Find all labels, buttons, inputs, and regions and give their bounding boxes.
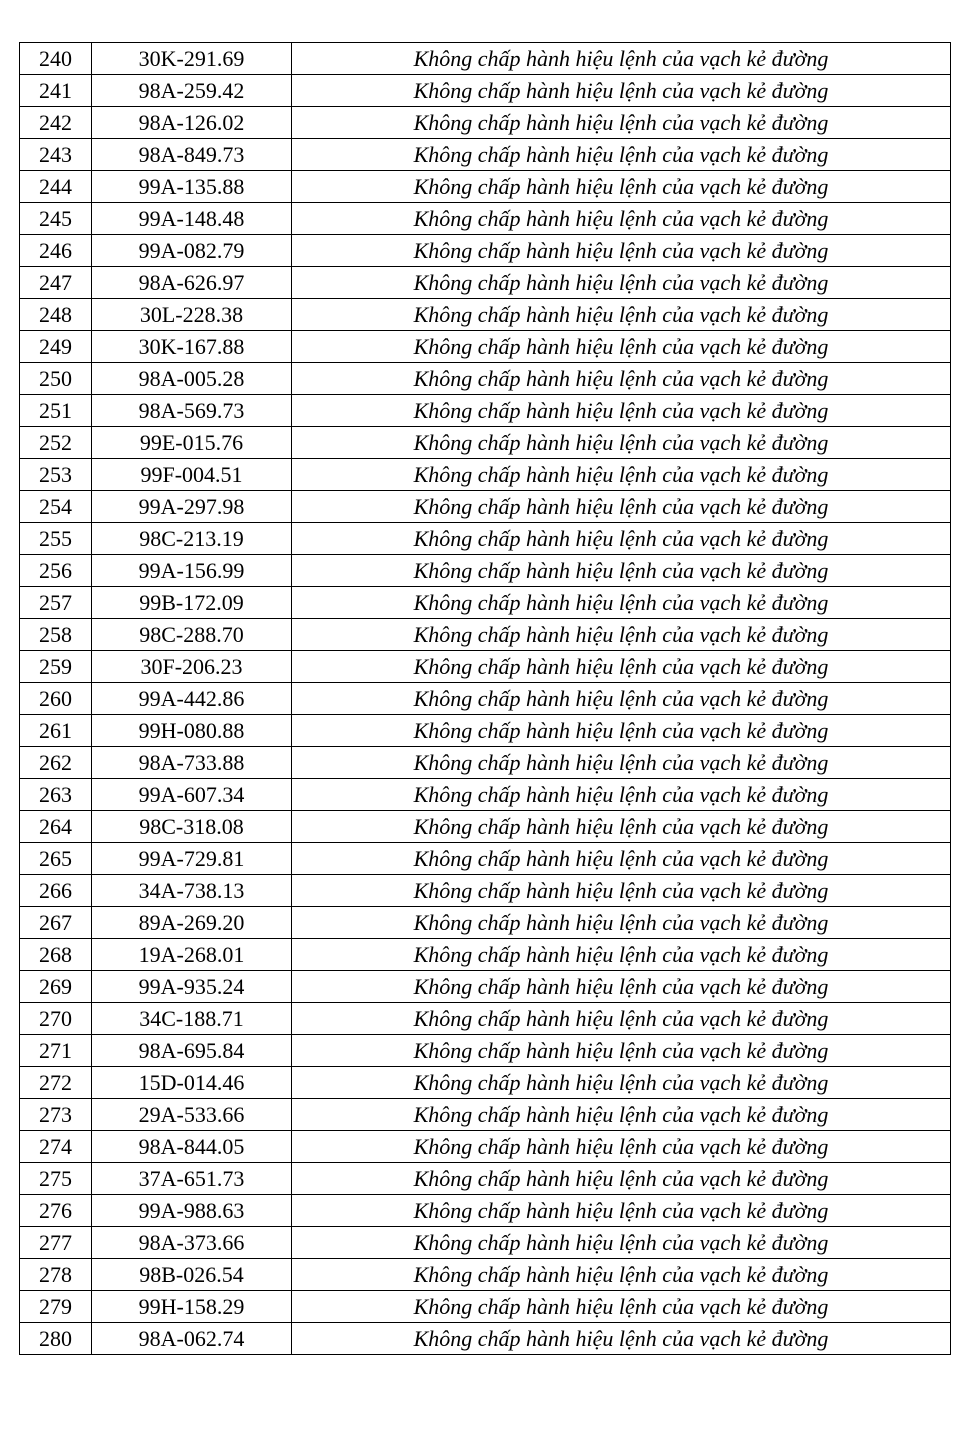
license-plate-cell: 98C-318.08 — [92, 811, 292, 843]
license-plate-cell: 99B-172.09 — [92, 587, 292, 619]
row-number-cell: 270 — [20, 1003, 92, 1035]
row-number-cell: 262 — [20, 747, 92, 779]
row-number-cell: 249 — [20, 331, 92, 363]
violations-table — [19, 42, 951, 1355]
violation-cell: Không chấp hành hiệu lệnh của vạch kẻ đường — [292, 75, 951, 107]
violation-cell: Không chấp hành hiệu lệnh của vạch kẻ đường — [292, 363, 951, 395]
table-row — [20, 619, 951, 651]
violation-cell: Không chấp hành hiệu lệnh của vạch kẻ đường — [292, 747, 951, 779]
row-number-cell: 244 — [20, 171, 92, 203]
row-number-cell: 269 — [20, 971, 92, 1003]
license-plate-cell: 99A-935.24 — [92, 971, 292, 1003]
table-row — [20, 907, 951, 939]
license-plate-cell: 29A-533.66 — [92, 1099, 292, 1131]
row-number-cell: 243 — [20, 139, 92, 171]
row-number-cell: 271 — [20, 1035, 92, 1067]
violation-cell: Không chấp hành hiệu lệnh của vạch kẻ đường — [292, 779, 951, 811]
row-number-cell: 275 — [20, 1163, 92, 1195]
violation-cell: Không chấp hành hiệu lệnh của vạch kẻ đường — [292, 299, 951, 331]
violation-cell: Không chấp hành hiệu lệnh của vạch kẻ đường — [292, 1067, 951, 1099]
license-plate-cell: 98C-288.70 — [92, 619, 292, 651]
row-number-cell: 246 — [20, 235, 92, 267]
table-row — [20, 1323, 951, 1355]
table-row — [20, 331, 951, 363]
row-number-cell: 253 — [20, 459, 92, 491]
license-plate-cell: 30F-206.23 — [92, 651, 292, 683]
violation-cell: Không chấp hành hiệu lệnh của vạch kẻ đường — [292, 1227, 951, 1259]
violation-cell: Không chấp hành hiệu lệnh của vạch kẻ đường — [292, 811, 951, 843]
table-row — [20, 1163, 951, 1195]
row-number-cell: 248 — [20, 299, 92, 331]
violation-cell: Không chấp hành hiệu lệnh của vạch kẻ đường — [292, 907, 951, 939]
table-row — [20, 971, 951, 1003]
violation-cell: Không chấp hành hiệu lệnh của vạch kẻ đường — [292, 395, 951, 427]
table-row — [20, 1099, 951, 1131]
license-plate-cell: 98A-695.84 — [92, 1035, 292, 1067]
row-number-cell: 279 — [20, 1291, 92, 1323]
table-row — [20, 107, 951, 139]
license-plate-cell: 98A-062.74 — [92, 1323, 292, 1355]
violation-cell: Không chấp hành hiệu lệnh của vạch kẻ đường — [292, 715, 951, 747]
row-number-cell: 274 — [20, 1131, 92, 1163]
license-plate-cell: 98A-849.73 — [92, 139, 292, 171]
license-plate-cell: 99A-729.81 — [92, 843, 292, 875]
table-row — [20, 523, 951, 555]
license-plate-cell: 99F-004.51 — [92, 459, 292, 491]
table-row — [20, 779, 951, 811]
license-plate-cell: 99A-148.48 — [92, 203, 292, 235]
row-number-cell: 261 — [20, 715, 92, 747]
table-row — [20, 491, 951, 523]
violation-cell: Không chấp hành hiệu lệnh của vạch kẻ đường — [292, 587, 951, 619]
license-plate-cell: 99E-015.76 — [92, 427, 292, 459]
row-number-cell: 256 — [20, 555, 92, 587]
violation-cell: Không chấp hành hiệu lệnh của vạch kẻ đường — [292, 427, 951, 459]
license-plate-cell: 98C-213.19 — [92, 523, 292, 555]
license-plate-cell: 99H-158.29 — [92, 1291, 292, 1323]
license-plate-cell: 99A-442.86 — [92, 683, 292, 715]
violation-cell: Không chấp hành hiệu lệnh của vạch kẻ đường — [292, 683, 951, 715]
table-row — [20, 139, 951, 171]
table-row — [20, 1035, 951, 1067]
violation-cell: Không chấp hành hiệu lệnh của vạch kẻ đường — [292, 619, 951, 651]
violation-cell: Không chấp hành hiệu lệnh của vạch kẻ đường — [292, 1259, 951, 1291]
table-row — [20, 427, 951, 459]
row-number-cell: 272 — [20, 1067, 92, 1099]
violation-cell: Không chấp hành hiệu lệnh của vạch kẻ đường — [292, 1323, 951, 1355]
violation-cell: Không chấp hành hiệu lệnh của vạch kẻ đường — [292, 1195, 951, 1227]
license-plate-cell: 99A-297.98 — [92, 491, 292, 523]
license-plate-cell: 99H-080.88 — [92, 715, 292, 747]
table-row — [20, 939, 951, 971]
row-number-cell: 257 — [20, 587, 92, 619]
table-row — [20, 651, 951, 683]
license-plate-cell: 99A-135.88 — [92, 171, 292, 203]
table-row — [20, 1195, 951, 1227]
table-row — [20, 235, 951, 267]
row-number-cell: 280 — [20, 1323, 92, 1355]
row-number-cell: 254 — [20, 491, 92, 523]
license-plate-cell: 98A-005.28 — [92, 363, 292, 395]
license-plate-cell: 15D-014.46 — [92, 1067, 292, 1099]
license-plate-cell: 99A-156.99 — [92, 555, 292, 587]
table-row — [20, 683, 951, 715]
table-row — [20, 171, 951, 203]
violation-cell: Không chấp hành hiệu lệnh của vạch kẻ đường — [292, 331, 951, 363]
row-number-cell: 266 — [20, 875, 92, 907]
violation-cell: Không chấp hành hiệu lệnh của vạch kẻ đường — [292, 1291, 951, 1323]
violation-cell: Không chấp hành hiệu lệnh của vạch kẻ đường — [292, 459, 951, 491]
license-plate-cell: 89A-269.20 — [92, 907, 292, 939]
row-number-cell: 259 — [20, 651, 92, 683]
violation-cell: Không chấp hành hiệu lệnh của vạch kẻ đường — [292, 555, 951, 587]
row-number-cell: 252 — [20, 427, 92, 459]
violations-table-body — [20, 43, 951, 1355]
table-row — [20, 267, 951, 299]
license-plate-cell: 37A-651.73 — [92, 1163, 292, 1195]
license-plate-cell: 99A-607.34 — [92, 779, 292, 811]
table-row — [20, 395, 951, 427]
violation-cell: Không chấp hành hiệu lệnh của vạch kẻ đường — [292, 139, 951, 171]
violation-cell: Không chấp hành hiệu lệnh của vạch kẻ đường — [292, 1131, 951, 1163]
row-number-cell: 260 — [20, 683, 92, 715]
table-row — [20, 843, 951, 875]
row-number-cell: 240 — [20, 43, 92, 75]
row-number-cell: 265 — [20, 843, 92, 875]
violation-cell: Không chấp hành hiệu lệnh của vạch kẻ đường — [292, 1003, 951, 1035]
violation-cell: Không chấp hành hiệu lệnh của vạch kẻ đường — [292, 875, 951, 907]
violation-cell: Không chấp hành hiệu lệnh của vạch kẻ đường — [292, 171, 951, 203]
row-number-cell: 273 — [20, 1099, 92, 1131]
row-number-cell: 245 — [20, 203, 92, 235]
row-number-cell: 263 — [20, 779, 92, 811]
violation-cell: Không chấp hành hiệu lệnh của vạch kẻ đường — [292, 235, 951, 267]
license-plate-cell: 99A-082.79 — [92, 235, 292, 267]
table-row — [20, 875, 951, 907]
row-number-cell: 258 — [20, 619, 92, 651]
table-row — [20, 1067, 951, 1099]
row-number-cell: 247 — [20, 267, 92, 299]
table-row — [20, 203, 951, 235]
row-number-cell: 267 — [20, 907, 92, 939]
license-plate-cell: 98A-626.97 — [92, 267, 292, 299]
violation-cell: Không chấp hành hiệu lệnh của vạch kẻ đường — [292, 491, 951, 523]
violation-cell: Không chấp hành hiệu lệnh của vạch kẻ đường — [292, 43, 951, 75]
table-row — [20, 1131, 951, 1163]
row-number-cell: 242 — [20, 107, 92, 139]
row-number-cell: 276 — [20, 1195, 92, 1227]
license-plate-cell: 98A-373.66 — [92, 1227, 292, 1259]
violation-cell: Không chấp hành hiệu lệnh của vạch kẻ đường — [292, 203, 951, 235]
license-plate-cell: 98B-026.54 — [92, 1259, 292, 1291]
table-row — [20, 299, 951, 331]
table-row — [20, 43, 951, 75]
table-row — [20, 1227, 951, 1259]
license-plate-cell: 98A-844.05 — [92, 1131, 292, 1163]
violation-cell: Không chấp hành hiệu lệnh của vạch kẻ đường — [292, 523, 951, 555]
license-plate-cell: 98A-569.73 — [92, 395, 292, 427]
table-row — [20, 747, 951, 779]
violation-cell: Không chấp hành hiệu lệnh của vạch kẻ đường — [292, 1099, 951, 1131]
row-number-cell: 268 — [20, 939, 92, 971]
violation-cell: Không chấp hành hiệu lệnh của vạch kẻ đường — [292, 939, 951, 971]
row-number-cell: 255 — [20, 523, 92, 555]
violation-cell: Không chấp hành hiệu lệnh của vạch kẻ đường — [292, 267, 951, 299]
license-plate-cell: 30K-291.69 — [92, 43, 292, 75]
table-row — [20, 587, 951, 619]
table-row — [20, 715, 951, 747]
table-row — [20, 75, 951, 107]
license-plate-cell: 34C-188.71 — [92, 1003, 292, 1035]
table-row — [20, 1259, 951, 1291]
row-number-cell: 278 — [20, 1259, 92, 1291]
violation-cell: Không chấp hành hiệu lệnh của vạch kẻ đường — [292, 1035, 951, 1067]
table-row — [20, 1003, 951, 1035]
row-number-cell: 264 — [20, 811, 92, 843]
license-plate-cell: 30K-167.88 — [92, 331, 292, 363]
license-plate-cell: 34A-738.13 — [92, 875, 292, 907]
row-number-cell: 251 — [20, 395, 92, 427]
violation-cell: Không chấp hành hiệu lệnh của vạch kẻ đường — [292, 843, 951, 875]
table-row — [20, 459, 951, 491]
table-row — [20, 555, 951, 587]
license-plate-cell: 98A-126.02 — [92, 107, 292, 139]
table-row — [20, 363, 951, 395]
table-row — [20, 1291, 951, 1323]
row-number-cell: 277 — [20, 1227, 92, 1259]
license-plate-cell: 98A-259.42 — [92, 75, 292, 107]
row-number-cell: 241 — [20, 75, 92, 107]
license-plate-cell: 30L-228.38 — [92, 299, 292, 331]
violation-cell: Không chấp hành hiệu lệnh của vạch kẻ đường — [292, 107, 951, 139]
row-number-cell: 250 — [20, 363, 92, 395]
table-row — [20, 811, 951, 843]
license-plate-cell: 19A-268.01 — [92, 939, 292, 971]
license-plate-cell: 99A-988.63 — [92, 1195, 292, 1227]
document-page — [19, 42, 950, 1355]
violation-cell: Không chấp hành hiệu lệnh của vạch kẻ đường — [292, 1163, 951, 1195]
violation-cell: Không chấp hành hiệu lệnh của vạch kẻ đường — [292, 971, 951, 1003]
violation-cell: Không chấp hành hiệu lệnh của vạch kẻ đường — [292, 651, 951, 683]
license-plate-cell: 98A-733.88 — [92, 747, 292, 779]
